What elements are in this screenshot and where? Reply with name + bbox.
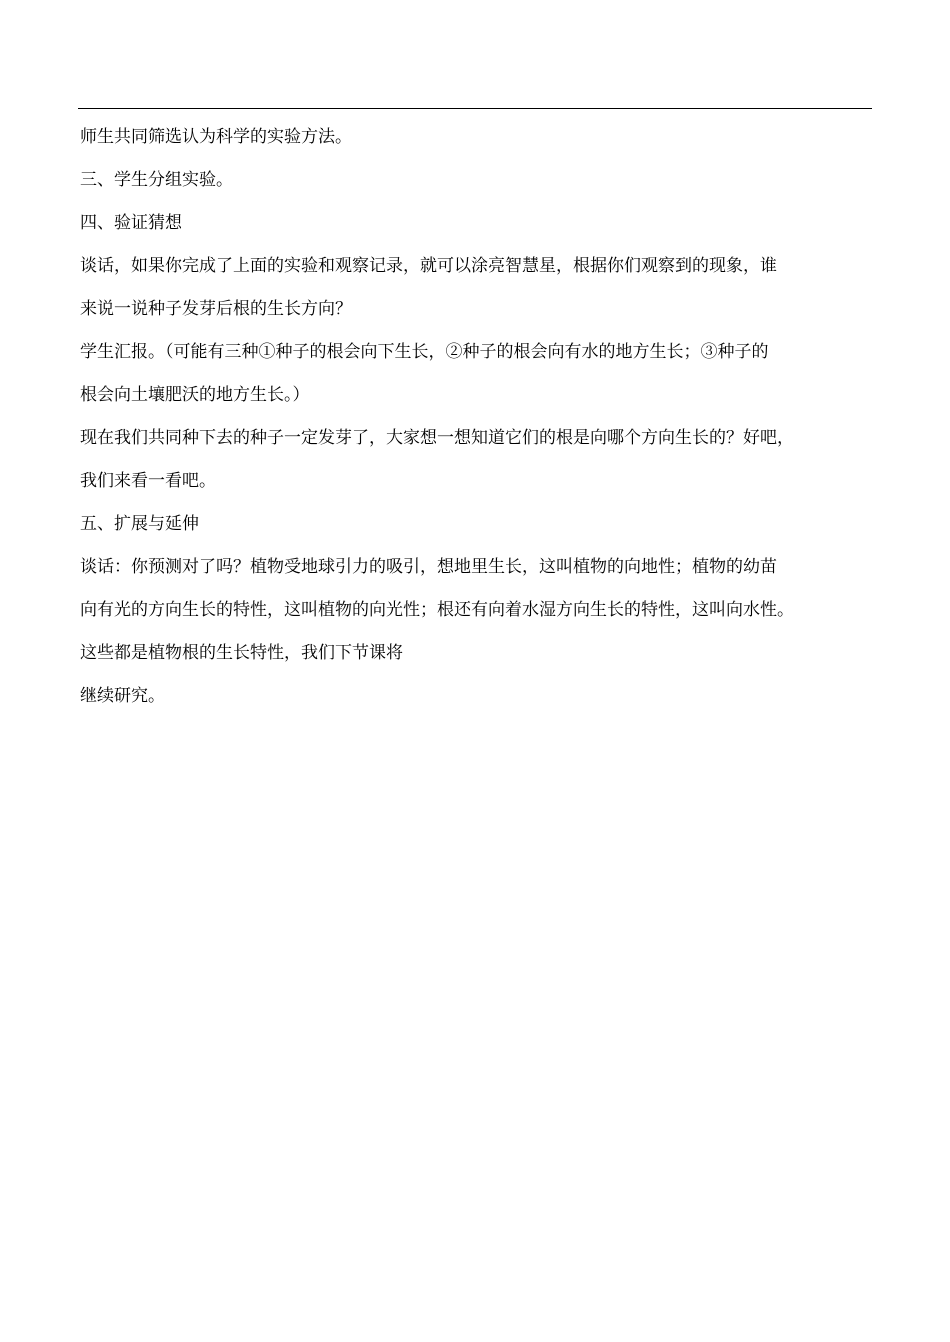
text-line: 向有光的方向生长的特性，这叫植物的向光性；根还有向着水湿方向生长的特性，这叫向水性。 bbox=[80, 600, 794, 620]
text-line: 根会向土壤肥沃的地方生长。） bbox=[80, 385, 310, 405]
section-heading: 三、学生分组实验。 bbox=[80, 170, 233, 190]
text-line: 现在我们共同种下去的种子一定发芽了，大家想一想知道它们的根是向哪个方向生长的？好吧， bbox=[80, 428, 794, 448]
document-body bbox=[80, 116, 890, 718]
text-line: 我们来看一看吧。 bbox=[80, 471, 216, 491]
text-line: 来说一说种子发芽后根的生长方向？ bbox=[80, 299, 352, 319]
text-line: 学生汇报。（可能有三种①种子的根会向下生长，②种子的根会向有水的地方生长；③种子的 bbox=[80, 342, 769, 362]
text-line: 这些都是植物根的生长特性，我们下节课将 bbox=[80, 643, 403, 663]
section-heading: 四、验证猜想 bbox=[80, 213, 182, 233]
text-line: 谈话：你预测对了吗？植物受地球引力的吸引，想地里生长，这叫植物的向地性；植物的幼苗 bbox=[80, 557, 777, 577]
text-line: 谈话，如果你完成了上面的实验和观察记录，就可以涂亮智慧星，根据你们观察到的现象，谁 bbox=[80, 256, 777, 276]
text-line: 师生共同筛选认为科学的实验方法。 bbox=[80, 127, 352, 147]
section-heading: 五、扩展与延伸 bbox=[80, 514, 199, 534]
text-line: 继续研究。 bbox=[80, 686, 165, 706]
header-divider bbox=[78, 108, 872, 109]
